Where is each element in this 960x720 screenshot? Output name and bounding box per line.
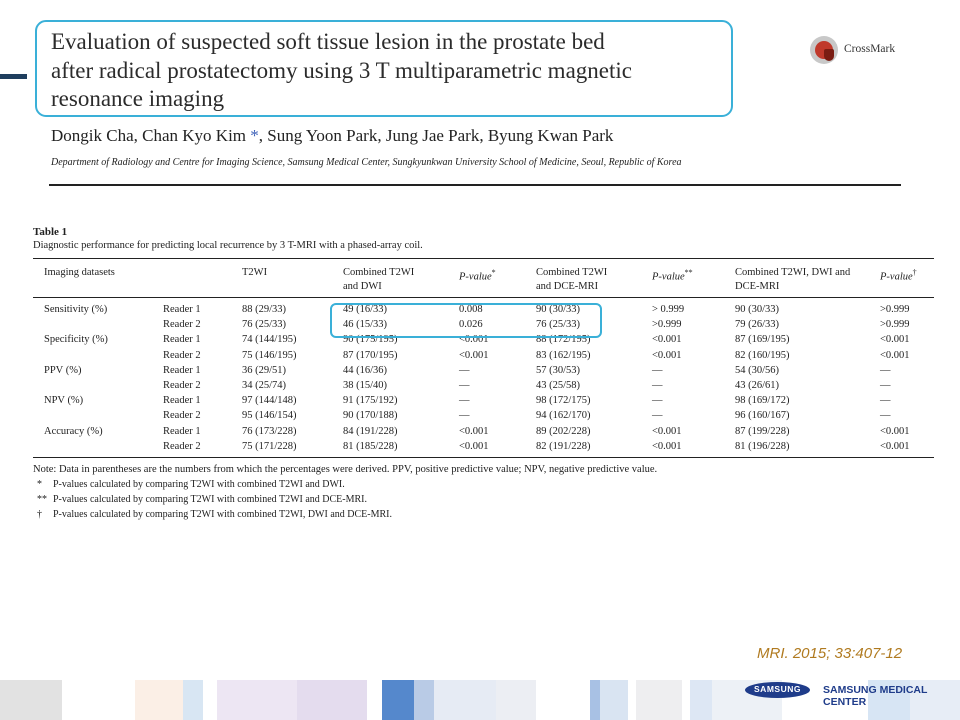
table-cell-p-value-1: — [459,364,470,376]
slide-accent-bar [0,74,27,79]
table-bottom-rule [33,457,934,458]
table-cell-reader: Reader 1 [163,304,201,315]
footnote-3 [37,509,392,520]
col-header-combined-dce-l1: Combined T2WI [536,267,608,278]
authors-rest: , Sung Yoon Park, Jung Jae Park, Byung Kwan Park [258,126,614,145]
table-cell-reader: Reader 2 [163,440,201,452]
table-cell-t2wi-value: 97 (144/148) [242,395,297,407]
table-cell-p-value-3: <0.001 [880,425,910,437]
table-cell-p-value-3: >0.999 [880,319,910,331]
table-cell-p-value-2: >0.999 [652,319,682,331]
table-cell-row-label: PPV (%) [44,364,82,376]
deco-block [636,680,682,720]
paper-title-line-2: after radical prostatectomy using 3 T multiparametric magnetic [51,57,632,83]
table-cell-combined-dwi-value: 38 (15/40) [343,380,388,391]
table-cell-p-value-3: >0.999 [880,304,910,315]
table-cell-reader: Reader 1 [163,425,201,437]
table-cell-p-value-1: <0.001 [459,349,489,361]
table-cell-t2wi-value: 74 (144/195) [242,334,297,346]
table-cell-p-value-2: — [652,395,663,407]
table-cell-reader: Reader 1 [163,364,201,376]
table-caption: Diagnostic performance for predicting local recurrence by 3 T-MRI with a phased-array coil. [33,240,423,251]
medical-center-wordmark: SAMSUNG MEDICAL CENTER [823,684,928,708]
footnote-2-mark: ** [37,494,47,505]
table-cell-combined-dce-value: 94 (162/170) [536,410,591,422]
citation: MRI. 2015; 33:407-12 [757,645,903,662]
table-cell-p-value-2: — [652,364,663,376]
table-cell-p-value-3: — [880,395,891,407]
affiliation: Department of Radiology and Centre for Imaging Science, Samsung Medical Center, Sungkyunkwan University School of Medicine, Seoul, Republic of Korea [51,157,682,168]
table-cell-combined-dwi-value: 44 (16/36) [343,364,388,376]
crossmark-badge[interactable] [810,36,906,66]
table-cell-p-value-1: 0.008 [459,304,483,315]
paper-title-line-1: Evaluation of suspected soft tissue lesion in the prostate bed [51,29,605,54]
table-cell-p-value-2: > 0.999 [652,304,685,315]
table-cell-combined-all-value: 43 (26/61) [735,380,780,391]
table-cell-combined-dce-value: 90 (30/33) [536,304,581,315]
table-cell-combined-dwi-value: 46 (15/33) [343,319,388,331]
table-cell-row-label: NPV (%) [44,395,84,407]
table-cell-combined-dwi-value: 49 (16/33) [343,304,388,315]
table-cell-reader: Reader 2 [163,319,201,331]
col-header-p1-label: P-value [459,271,492,283]
col-header-p1 [459,266,496,285]
col-header-combined-all-l2: DCE-MRI [735,281,780,292]
sensitivity-highlight-box [330,303,602,338]
table-cell-p-value-2: <0.001 [652,440,682,452]
col-header-p2-label: P-value [652,271,685,283]
paper-title-line-3: resonance imaging [51,86,225,111]
table-cell-p-value-1: <0.001 [459,334,489,346]
deco-block [690,680,712,720]
table-cell-combined-dwi-value: 84 (191/228) [343,425,398,437]
footnote-1-mark: * [37,479,42,490]
table-cell-t2wi-value: 88 (29/33) [242,304,287,315]
col-header-p2-mark: ** [684,268,693,277]
table-cell-reader: Reader 2 [163,349,201,361]
table-cell-p-value-1: — [459,410,470,422]
col-header-t2wi: T2WI [242,267,268,278]
col-header-p3 [880,266,917,285]
col-header-combined-dwi [343,266,414,294]
table-cell-p-value-2: <0.001 [652,349,682,361]
author-list [51,126,613,146]
table-cell-combined-dwi-value: 90 (175/195) [343,334,398,346]
table-cell-combined-all-value: 98 (169/172) [735,395,790,407]
table-cell-combined-dwi-value: 81 (185/228) [343,440,398,452]
deco-block [600,680,628,720]
deco-block [0,680,62,720]
col-header-p3-mark: † [912,268,917,277]
table-cell-p-value-3: — [880,364,891,376]
table-cell-combined-dce-value: 98 (172/175) [536,395,591,407]
table-cell-reader: Reader 2 [163,380,201,391]
deco-block [414,680,434,720]
table-cell-combined-dwi-value: 90 (170/188) [343,410,398,422]
table-cell-combined-dce-value: 76 (25/33) [536,319,581,331]
table-cell-reader: Reader 1 [163,395,201,407]
col-header-datasets: Imaging datasets [44,267,115,278]
col-header-combined-all-l1: Combined T2WI, DWI and [735,267,851,278]
samsung-wordmark: SAMSUNG [754,684,801,694]
table-cell-combined-dwi-value: 91 (175/192) [343,395,398,407]
table-cell-combined-all-value: 96 (160/167) [735,410,790,422]
table-header-rule [33,297,934,298]
footnote-2 [37,494,367,505]
footnote-1-text: P-values calculated by comparing T2WI with combined T2WI and DWI. [53,479,345,490]
crossmark-label: CrossMark [844,43,896,55]
table-top-rule [33,258,934,259]
table-cell-p-value-3: <0.001 [880,334,910,346]
deco-block [135,680,183,720]
table-cell-combined-dce-value: 88 (172/195) [536,334,591,346]
table-cell-row-label: Accuracy (%) [44,425,103,437]
deco-block [434,680,496,720]
footnote-2-text: P-values calculated by comparing T2WI with combined T2WI and DCE-MRI. [53,494,367,505]
col-header-p2 [652,266,693,285]
crossmark-icon [810,36,838,64]
table-cell-t2wi-value: 75 (171/228) [242,440,297,452]
deco-block [496,680,536,720]
col-header-p3-label: P-value [880,271,913,283]
table-cell-combined-dce-value: 83 (162/195) [536,349,591,361]
footnote-3-text: P-values calculated by comparing T2WI with combined T2WI, DWI and DCE-MRI. [53,509,392,520]
table-cell-combined-all-value: 54 (30/56) [735,364,780,376]
table-cell-p-value-2: <0.001 [652,425,682,437]
table-cell-t2wi-value: 76 (25/33) [242,319,287,331]
deco-block [297,680,367,720]
table-cell-combined-all-value: 81 (196/228) [735,440,790,452]
header-rule [49,184,901,186]
table-cell-p-value-3: — [880,410,891,422]
table-cell-row-label: Sensitivity (%) [44,304,108,315]
corresponding-author-mark[interactable]: * [250,126,259,145]
table-cell-combined-all-value: 82 (160/195) [735,349,790,361]
table-cell-p-value-1: <0.001 [459,425,489,437]
table-cell-p-value-1: — [459,380,470,391]
table-cell-combined-all-value: 87 (169/195) [735,334,790,346]
col-header-combined-dwi-l2: and DWI [343,281,382,292]
footnote-3-mark: † [37,509,42,520]
col-header-combined-dce-l2: and DCE-MRI [536,281,599,292]
table-cell-combined-dce-value: 57 (30/53) [536,364,581,376]
table-cell-combined-all-value: 87 (199/228) [735,425,790,437]
authors-first: Dongik Cha, Chan Kyo Kim [51,126,247,145]
deco-block [382,680,414,720]
deco-block [183,680,203,720]
table-cell-combined-all-value: 79 (26/33) [735,319,780,331]
deco-block [217,680,297,720]
table-cell-t2wi-value: 36 (29/51) [242,364,287,376]
table-cell-p-value-2: — [652,410,663,422]
col-header-p1-mark: * [491,268,496,277]
col-header-combined-dwi-l1: Combined T2WI [343,267,415,278]
table-cell-row-label: Specificity (%) [44,334,108,346]
table-cell-combined-all-value: 90 (30/33) [735,304,780,315]
paper-title [51,28,731,114]
table-cell-combined-dce-value: 82 (191/228) [536,440,591,452]
table-cell-t2wi-value: 75 (146/195) [242,349,297,361]
table-cell-p-value-1: <0.001 [459,440,489,452]
table-cell-p-value-2: — [652,380,663,391]
footnote-1 [37,479,345,490]
table-note: Note: Data in parentheses are the numbers from which the percentages were derived. PPV, positive predictive value; NPV, negative predictive value. [33,464,658,475]
table-cell-combined-dce-value: 43 (25/58) [536,380,581,391]
table-cell-p-value-3: — [880,380,891,391]
samsung-medical-center-logo [745,681,960,708]
table-cell-t2wi-value: 34 (25/74) [242,380,287,391]
table-cell-combined-dce-value: 89 (202/228) [536,425,591,437]
table-cell-t2wi-value: 76 (173/228) [242,425,297,437]
table-cell-p-value-2: <0.001 [652,334,682,346]
col-header-combined-all [735,266,850,294]
col-header-combined-dce [536,266,607,294]
table-cell-p-value-3: <0.001 [880,440,910,452]
table-cell-t2wi-value: 95 (146/154) [242,410,297,422]
table-cell-p-value-1: 0.026 [459,319,483,331]
table-cell-combined-dwi-value: 87 (170/195) [343,349,398,361]
table-cell-reader: Reader 1 [163,334,201,346]
table-label: Table 1 [33,226,68,238]
table-cell-p-value-3: <0.001 [880,349,910,361]
deco-block [590,680,600,720]
table-cell-reader: Reader 2 [163,410,201,422]
table-cell-p-value-1: — [459,395,470,407]
